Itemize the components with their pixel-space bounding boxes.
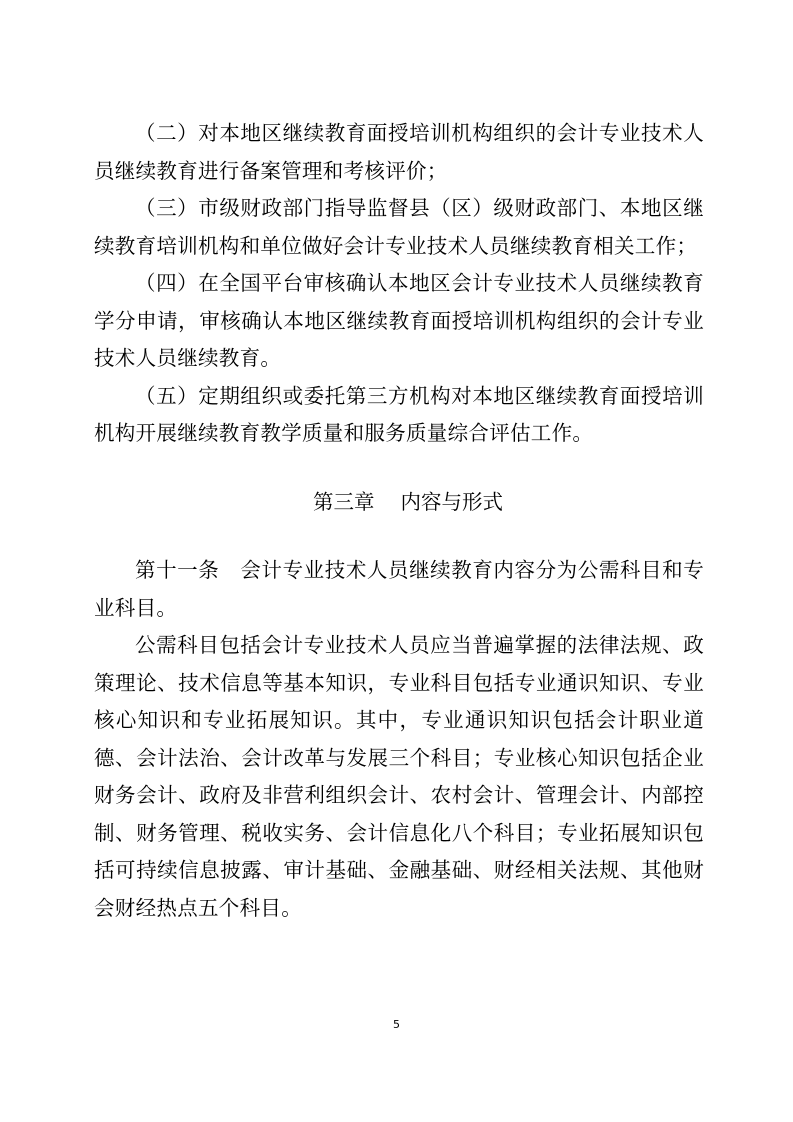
paragraph-item-3: （三）市级财政部门指导监督县（区）级财政部门、本地区继续教育培训机构和单位做好会计专业技术人员继续教育相关工作； [94,196,704,258]
chapter-number: 第三章 [313,489,375,514]
paragraph-item-4: （四）在全国平台审核确认本地区会计专业技术人员继续教育学分申请，审核确认本地区继续教育面授培训机构组织的会计专业技术人员继续教育。 [94,271,704,370]
page-number: 5 [393,1018,400,1031]
chapter-title: 内容与形式 [400,489,503,514]
body-text [94,115,704,927]
public-subjects-paragraph: 公需科目包括会计专业技术人员应当普遍掌握的法律法规、政策理论、技术信息等基本知识，专业科目包括专业通识知识、专业核心知识和专业拓展知识。其中，专业通识知识包括会计职业道德、会计法治、会计改革与发展三个科目；专业核心知识包括企业财务会计、政府及非营利组织会计、农村会计、管理会计、内部控制、财务管理、税收实务、会计信息化八个科目；专业拓展知识包括可持续信息披露、审计基础、金融基础、财经相关法规、其他财会财经热点五个科目。 [94,633,704,920]
paragraph-item-2: （二）对本地区继续教育面授培训机构组织的会计专业技术人员继续教育进行备案管理和考核评价； [94,121,704,183]
article-11: 第十一条 会计专业技术人员继续教育内容分为公需科目和专业科目。 [94,558,704,620]
paragraph-item-5: （五）定期组织或委托第三方机构对本地区继续教育面授培训机构开展继续教育教学质量和服务质量综合评估工作。 [94,383,704,445]
chapter-heading [94,484,704,522]
